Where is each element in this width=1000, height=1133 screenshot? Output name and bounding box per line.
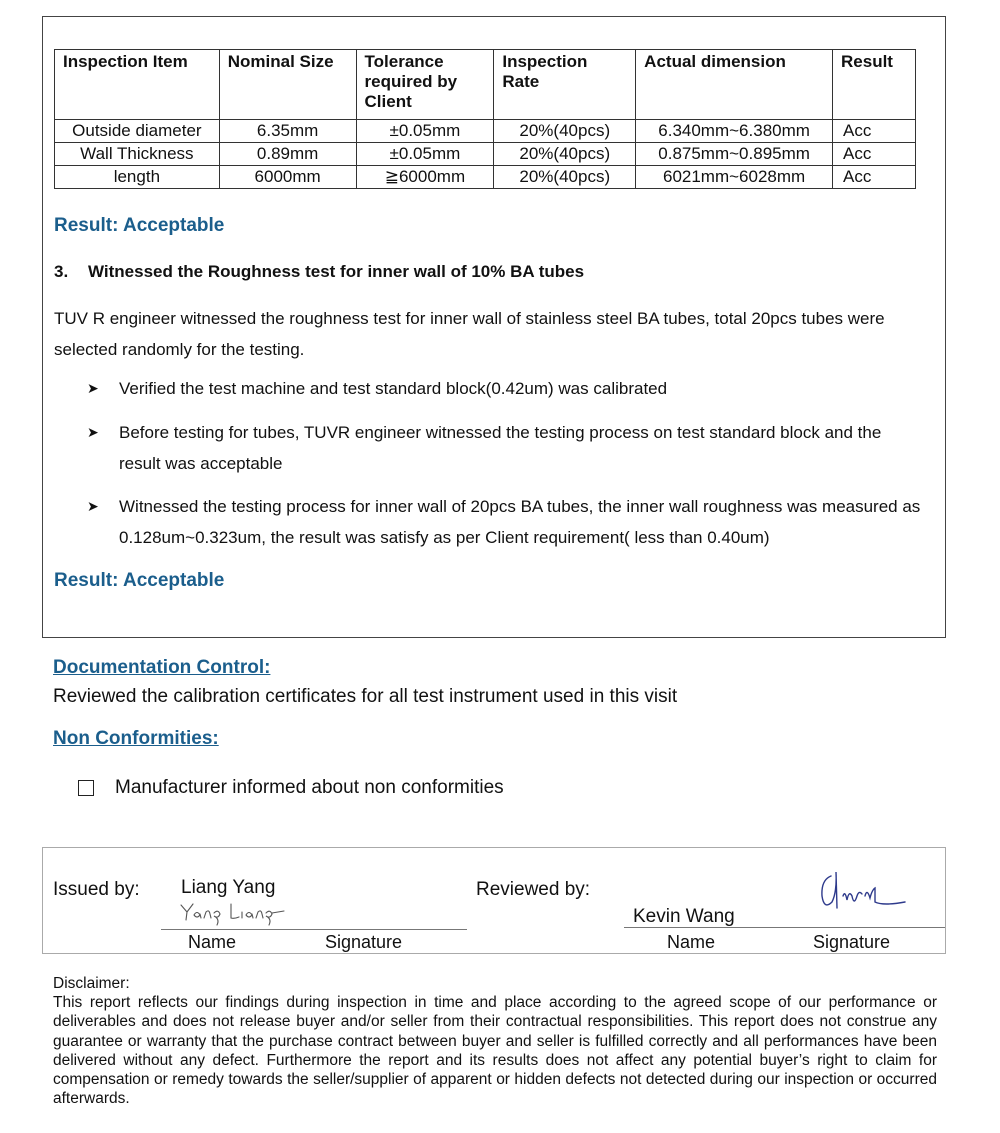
table-cell: 6.340mm~6.380mm bbox=[636, 120, 833, 143]
table-cell: Acc bbox=[833, 143, 916, 166]
table-cell: 6000mm bbox=[219, 166, 356, 189]
disclaimer bbox=[53, 974, 937, 1108]
reviewer-signature-line bbox=[624, 927, 945, 928]
table-row bbox=[55, 143, 916, 166]
header-inspection-item: Inspection Item bbox=[55, 50, 220, 120]
table-cell: 0.89mm bbox=[219, 143, 356, 166]
table-cell: Acc bbox=[833, 120, 916, 143]
table-row bbox=[55, 166, 916, 189]
checkbox-label: Manufacturer informed about non conformities bbox=[115, 777, 504, 798]
table-cell: ≧6000mm bbox=[356, 166, 494, 189]
bullet-text: Before testing for tubes, TUVR engineer witnessed the testing process on test standard block and the result was acceptable bbox=[119, 423, 882, 473]
table-cell: 6.35mm bbox=[219, 120, 356, 143]
result-acceptable-1: Result: Acceptable bbox=[54, 215, 225, 236]
inspection-section-frame bbox=[42, 16, 946, 638]
issued-by-label: Issued by: bbox=[53, 879, 140, 900]
reviewer-signature bbox=[817, 866, 907, 916]
issuer-name-label: Name bbox=[188, 932, 237, 952]
header-result: Result bbox=[833, 50, 916, 120]
inspection-table bbox=[54, 49, 916, 189]
issuer-signature bbox=[179, 900, 289, 926]
disclaimer-text: This report reflects our findings during inspection in time and place according to the agreed scope of our performance or deliverables and does not release buyer and/or seller from their contractual responsibilities. This report does not construe any guarantee or warranty that the purchase contract between buyer and seller is fulfilled correctly and all performances have been delivered without any defect. Furthermore the report and its results does not affect any potential buyer’s right to claim for compensation or remedy towards the seller/supplier of apparent or hidden defects not detected during our inspection or occurred afterwards. bbox=[53, 994, 937, 1108]
reviewer-signature-label: Signature bbox=[813, 932, 891, 952]
bullet-text: Verified the test machine and test standard block(0.42um) was calibrated bbox=[119, 379, 668, 398]
table-row bbox=[55, 120, 916, 143]
reviewer-name: Kevin Wang bbox=[633, 906, 735, 927]
section-3-paragraph: TUV R engineer witnessed the roughness test for inner wall of stainless steel BA tubes, total 20pcs tubes were selected randomly for the testing. bbox=[54, 309, 885, 359]
bullet-item bbox=[87, 491, 927, 553]
table-cell: Acc bbox=[833, 166, 916, 189]
table-cell: Wall Thickness bbox=[55, 143, 220, 166]
header-inspection-rate: Inspection Rate bbox=[494, 50, 636, 120]
bullet-item bbox=[87, 373, 927, 404]
non-conformities-checkbox[interactable] bbox=[78, 780, 94, 796]
section-title: Witnessed the Roughness test for inner wall of 10% BA tubes bbox=[88, 262, 585, 281]
table-cell: 0.875mm~0.895mm bbox=[636, 143, 833, 166]
issuer-signature-line bbox=[161, 929, 467, 930]
table-cell: ±0.05mm bbox=[356, 120, 494, 143]
bullet-item bbox=[87, 417, 927, 479]
documentation-control-heading: Documentation Control: bbox=[53, 657, 271, 678]
arrow-bullet-icon: ➤ bbox=[87, 424, 99, 440]
bullet-text: Witnessed the testing process for inner wall of 20pcs BA tubes, the inner wall roughness was measured as 0.128um~0.323um, the result was satisfy as per Client requirement( less than 0.40um) bbox=[119, 497, 921, 547]
issuer-name: Liang Yang bbox=[181, 877, 276, 898]
non-conformities-heading: Non Conformities: bbox=[53, 728, 219, 749]
documentation-control-text: Reviewed the calibration certificates for all test instrument used in this visit bbox=[53, 686, 678, 707]
table-cell: ±0.05mm bbox=[356, 143, 494, 166]
table-cell: length bbox=[55, 166, 220, 189]
table-cell: 6021mm~6028mm bbox=[636, 166, 833, 189]
signature-section-frame bbox=[42, 847, 946, 954]
reviewed-by-label: Reviewed by: bbox=[476, 879, 591, 900]
table-cell: 20%(40pcs) bbox=[494, 166, 636, 189]
arrow-bullet-icon: ➤ bbox=[87, 498, 99, 514]
table-cell: 20%(40pcs) bbox=[494, 143, 636, 166]
table-header-row bbox=[55, 50, 916, 120]
arrow-bullet-icon: ➤ bbox=[87, 380, 99, 396]
table-cell: 20%(40pcs) bbox=[494, 120, 636, 143]
result-acceptable-2: Result: Acceptable bbox=[54, 570, 225, 591]
header-actual-dimension: Actual dimension bbox=[636, 50, 833, 120]
disclaimer-title: Disclaimer: bbox=[53, 975, 130, 992]
header-nominal-size: Nominal Size bbox=[219, 50, 356, 120]
section-3-heading bbox=[54, 262, 584, 282]
section-number: 3. bbox=[54, 262, 69, 281]
issuer-signature-label: Signature bbox=[325, 932, 403, 952]
reviewer-name-label: Name bbox=[667, 932, 716, 952]
table-cell: Outside diameter bbox=[55, 120, 220, 143]
header-tolerance: Tolerance required by Client bbox=[356, 50, 494, 120]
